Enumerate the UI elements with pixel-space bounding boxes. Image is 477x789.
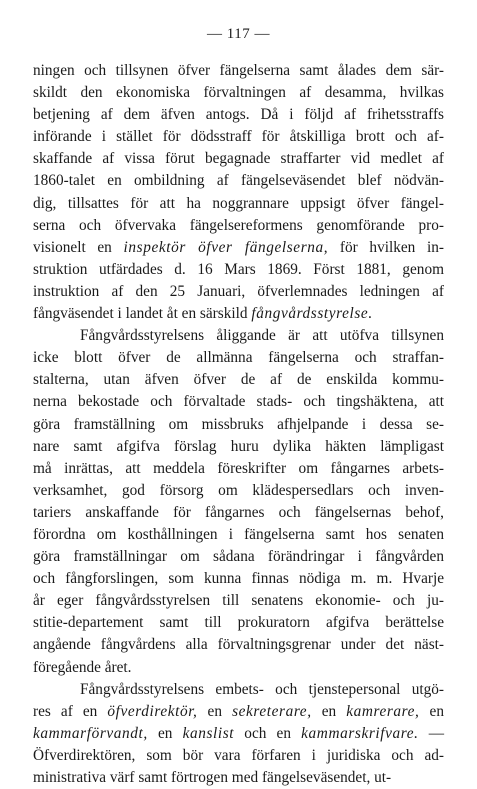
text-line: år eger fångvårdsstyrelsen till senatens ekonomie- och ju- xyxy=(33,592,444,610)
paragraph xyxy=(33,325,444,679)
text-line xyxy=(33,303,444,325)
text-line: stalterna, utan äfven öfver de af de enskilda kommu- xyxy=(33,371,444,389)
text-segment: fångväsendet i landet åt en särskild xyxy=(33,305,252,323)
emphasized-term: kanslist xyxy=(182,724,235,742)
paragraph xyxy=(33,679,444,789)
text-line: Öfverdirektören, som bör vara förfaren i juridiska och ad- xyxy=(33,746,444,764)
text-line: Fångvårdsstyrelsens embets- och tjenstepersonal utgö- xyxy=(80,680,444,698)
text-segment: visionelt en xyxy=(33,238,124,256)
text-line: verksamhet, god försorg om klädespersedlars och inven- xyxy=(33,481,444,499)
text-line: instruktion af den 25 Januari, öfverlemnades ledningen af xyxy=(33,282,444,300)
emphasized-term: inspektör öfver fängelserna, xyxy=(123,238,329,256)
text-segment: för hvilken in- xyxy=(328,238,444,256)
text-segment: res af en xyxy=(33,702,108,720)
emphasized-term: sekreterare, xyxy=(232,702,312,720)
emphasized-term: öfverdirektör, xyxy=(107,702,198,720)
text-line: dig, tillsattes för att ha noggrannare uppsigt öfver fängel- xyxy=(33,194,444,212)
text-segment: en xyxy=(147,724,183,742)
text-line: angående fångvårdens alla förvaltningsgrenar under det näst- xyxy=(33,636,444,654)
paragraph xyxy=(33,60,444,325)
page-number: — 117 — xyxy=(207,26,270,42)
text-line: serna och öfvervaka fängelsereformens genomförande pro- xyxy=(33,216,444,234)
text-segment: — xyxy=(418,724,444,742)
text-line: skildt den ekonomiska förvaltningen af desamma, hvilkas xyxy=(33,84,444,102)
text-line: nerna bekostade och förvaltade stads- och tingshäktena, att xyxy=(33,393,444,411)
text-line: tariers anskaffande för fångarnes och fängelsernas behof, xyxy=(33,503,444,521)
text-line: betjening af dem äfven antogs. Då i följd af frihetsstraffs xyxy=(33,106,444,124)
text-line: nare samt afgifva förslag huru dylika häkten lämpligast xyxy=(33,437,444,455)
text-line: införande i stället för dödsstraff för åtskilliga brott och af- xyxy=(33,128,444,146)
emphasized-term: fångvårdsstyrelse. xyxy=(251,305,373,323)
text-line: skaffande af vissa förut begagnade straffarter vid medlet af xyxy=(33,150,444,168)
text-line: ningen och tillsynen öfver fängelserna samt ålades dem sär- xyxy=(33,62,444,79)
text-line: göra framställningar om sådana förändringar i fångvården xyxy=(33,548,444,566)
text-line: och fångforslingen, som kunna finnas nödiga m. m. Hvarje xyxy=(33,570,444,588)
text-line: icke blott öfver de allmänna fängelserna och straffan- xyxy=(33,349,444,367)
emphasized-term: kammarskrifvare. xyxy=(301,724,419,742)
text-segment: en xyxy=(311,702,347,720)
text-line: Fångvårdsstyrelsens åliggande är att utöfva tillsynen xyxy=(80,327,444,345)
text-segment: och en xyxy=(234,724,302,742)
body-text xyxy=(33,60,444,789)
text-line: förordna om kosthållningen i fängelserna samt hos senaten xyxy=(33,525,444,543)
text-line xyxy=(33,723,444,745)
text-line: göra framställning om missbruks afhjelpande i dessa se- xyxy=(33,415,444,433)
emphasized-term: kammarförvandt, xyxy=(33,724,148,742)
text-line xyxy=(33,237,444,259)
text-line: må inrättas, att meddela föreskrifter om fångarnes arbets- xyxy=(33,459,444,477)
text-line: struktion utfärdades d. 16 Mars 1869. Först 1881, genom xyxy=(33,260,444,278)
text-segment: en xyxy=(419,702,444,720)
text-line: ministrativa värf samt förtrogen med fängelseväsendet, ut- xyxy=(33,769,392,786)
text-line: stitie-departement samt till prokuratorn afgifva berättelse xyxy=(33,614,444,632)
text-line xyxy=(33,701,444,723)
emphasized-term: kamrerare, xyxy=(346,702,420,720)
text-segment: en xyxy=(197,702,233,720)
text-line: 1860-talet en ombildning af fängelseväsendet blef nödvän- xyxy=(33,172,444,190)
text-line: föregående året. xyxy=(33,658,132,676)
